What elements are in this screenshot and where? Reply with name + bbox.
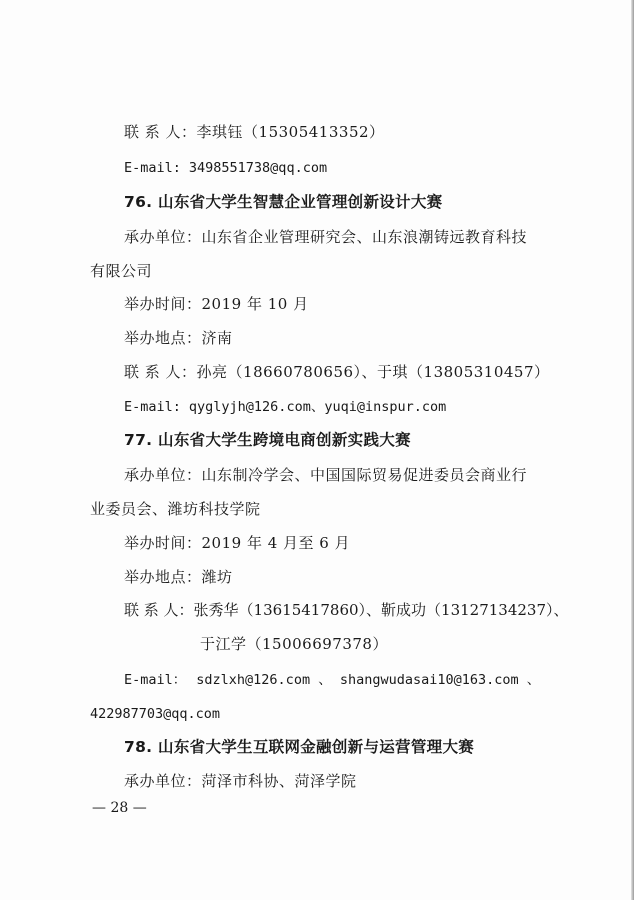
- section-title-77: 77. 山东省大学生跨境电商创新实践大赛: [124, 431, 411, 449]
- organizer-line: [124, 227, 527, 247]
- section-title-76: 76. 山东省大学生智慧企业管理创新设计大赛: [124, 193, 443, 211]
- email-value: qyglyjh@126.com、yuqi@inspur.com: [188, 399, 447, 415]
- organizer-label: 承办单位：: [124, 228, 202, 246]
- time-value: 2019 年 4 月至 6 月: [201, 534, 351, 552]
- time-line: [124, 533, 350, 553]
- email-line: [124, 396, 446, 417]
- contact-label: 联 系 人：: [124, 601, 194, 619]
- email-value: sdzlxh@126.com 、 shangwudasai10@163.com 、: [196, 672, 541, 688]
- email-label: E-mail:: [124, 160, 181, 176]
- time-label: 举办时间：: [124, 295, 202, 313]
- email-line: [124, 669, 540, 690]
- organizer-line-2: 业委员会、潍坊科技学院: [90, 500, 261, 518]
- organizer-line: [124, 465, 527, 485]
- email-label: E-mail：: [124, 672, 187, 688]
- contact-value: 李琪钰（15305413352）: [196, 123, 385, 141]
- contact-value: 孙亮（18660780656）、于琪（13805310457）: [196, 363, 550, 381]
- time-label: 举办时间：: [124, 534, 202, 552]
- section-title-78: 78. 山东省大学生互联网金融创新与运营管理大赛: [124, 738, 475, 756]
- place-value: 潍坊: [201, 568, 233, 586]
- contact-line: [124, 600, 569, 620]
- contact-label: 联 系 人：: [124, 363, 197, 381]
- time-line: [124, 294, 309, 314]
- contact-label: 联 系 人：: [124, 123, 197, 141]
- email-line: [124, 157, 327, 178]
- contact-line: [124, 122, 385, 142]
- time-value: 2019 年 10 月: [201, 295, 309, 313]
- organizer-value: 山东省企业管理研究会、山东浪潮铸远教育科技: [201, 228, 528, 246]
- place-label: 举办地点：: [124, 329, 202, 347]
- organizer-line-2: 有限公司: [90, 262, 153, 280]
- page-number: — 28 —: [92, 800, 147, 816]
- place-line: [124, 328, 233, 348]
- contact-line-2: 于江学（15006697378）: [200, 635, 388, 653]
- place-line: [124, 567, 233, 587]
- organizer-value: 山东制冷学会、中国国际贸易促进委员会商业行: [201, 466, 528, 484]
- place-value: 济南: [201, 329, 233, 347]
- contact-value: 张秀华（13615417860）、靳成功（13127134237）、: [193, 601, 569, 619]
- organizer-value: 菏泽市科协、菏泽学院: [201, 772, 357, 790]
- organizer-label: 承办单位：: [124, 466, 202, 484]
- contact-line: [124, 362, 550, 382]
- email-label: E-mail:: [124, 399, 181, 415]
- organizer-line: [124, 771, 357, 791]
- organizer-label: 承办单位：: [124, 772, 202, 790]
- place-label: 举办地点：: [124, 568, 202, 586]
- email-value: 3498551738@qq.com: [188, 160, 328, 176]
- email-line-2: 422987703@qq.com: [90, 706, 221, 722]
